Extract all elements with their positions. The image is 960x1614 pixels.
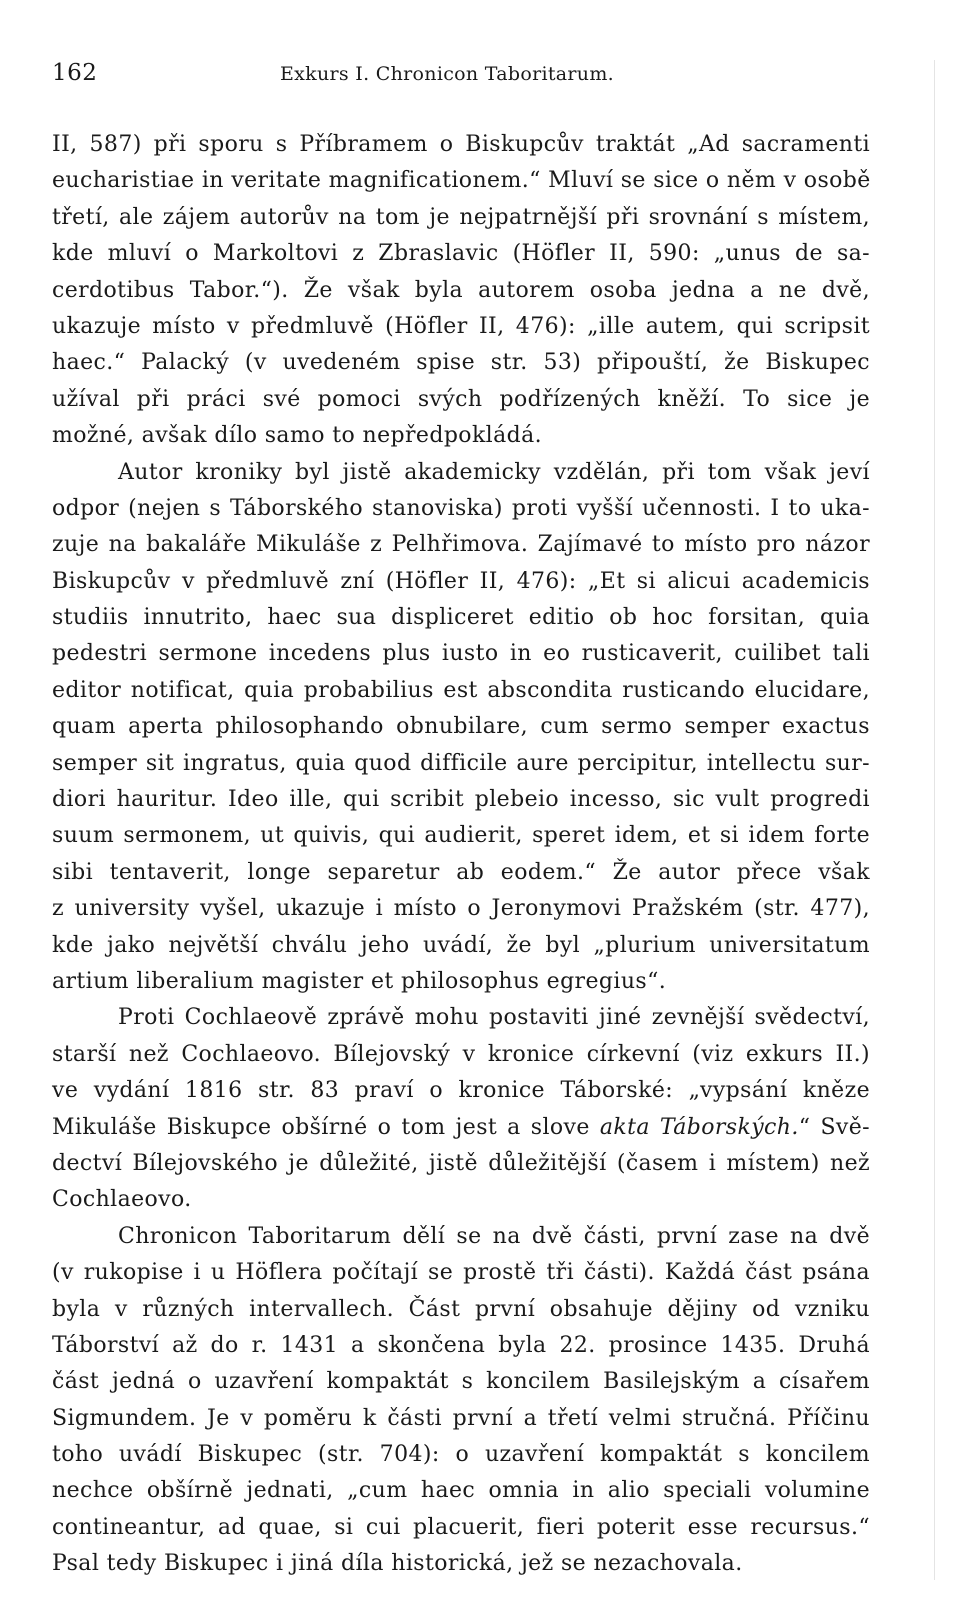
- text-line: pedestri sermone incedens plus iusto in eo rusticaverit, cuilibet tali: [52, 641, 870, 667]
- text-line: zuje na bakaláře Mikuláše z Pelhřimova. Zajímavé to místo pro názor: [52, 532, 870, 558]
- text-line: Psal tedy Biskupec i jiná díla historická, jež se nezachovala.: [52, 1551, 743, 1577]
- text-line: quam aperta philosophando obnubilare, cum sermo semper exactus: [52, 714, 870, 740]
- paragraph-start-line: Chronicon Taboritarum dělí se na dvě části, první zase na dvě: [118, 1223, 870, 1249]
- text-line: studiis innutrito, haec sua displiceret editio ob hoc forsitan, quia: [52, 605, 870, 631]
- text-line: contineantur, ad quae, si cui placuerit, fieri poterit esse recursus.“: [52, 1514, 870, 1540]
- text-line: užíval při práci své pomoci svých podřízených kněží. To sice je: [52, 386, 870, 412]
- text-line: možné, avšak dílo samo to nepředpokládá.: [52, 423, 543, 449]
- text-line: II, 587) při sporu s Příbramem o Biskupcův traktát „Ad sacramenti: [52, 132, 870, 157]
- running-head: Exkurs I. Chronicon Taboritarum.: [280, 63, 614, 85]
- text-line: část jedná o uzavření kompaktát s koncilem Basilejským a císařem: [52, 1369, 870, 1395]
- text-line: haec.“ Palacký (v uvedeném spise str. 53) připouští, že Biskupec: [52, 350, 870, 376]
- italic-phrase: akta Táborských.: [599, 1114, 799, 1140]
- page-edge-divider: [934, 60, 935, 1580]
- text-line: Táborství až do r. 1431 a skončena byla 22. prosince 1435. Druhá: [52, 1332, 870, 1358]
- text-line: starší než Cochlaeovo. Bílejovský v kronice církevní (viz exkurs II.): [52, 1041, 870, 1067]
- text-line: Sigmundem. Je v poměru k části první a třetí velmi stručná. Příčinu: [52, 1405, 870, 1431]
- text-line: eucharistiae in veritate magnificationem.“ Mluví se sice o něm v osobě: [52, 168, 871, 194]
- text-line: z university vyšel, ukazuje i místo o Jeronymovi Pražském (str. 477),: [52, 896, 870, 922]
- text-line: třetí, ale zájem autorův na tom je nejpatrnější při srovnání s místem,: [52, 204, 870, 230]
- text-line: nechce obšírně jednati, „cum haec omnia in alio speciali volumine: [52, 1478, 870, 1504]
- text-line: artium liberalium magister et philosophus egregius“.: [52, 968, 667, 994]
- body-text: [52, 127, 870, 1583]
- page-number: 162: [52, 60, 98, 86]
- text-line: editor notificat, quia probabilius est abscondita rusticando elucidare,: [52, 677, 870, 703]
- paragraph-start-line: Proti Cochlaeově zprávě mohu postaviti jiné zevnější svědectví,: [118, 1005, 870, 1031]
- text-line: suum sermonem, ut quivis, qui audierit, speret idem, et si idem forte: [52, 823, 870, 849]
- text-line: odpor (nejen s Táborského stanoviska) proti vyšší učennosti. I to uka-: [52, 495, 870, 521]
- text-line: kde mluví o Markoltovi z Zbraslavic (Höfler II, 590: „unus de sa-: [52, 241, 870, 267]
- text-line: toho uvádí Biskupec (str. 704): o uzavření kompaktát s koncilem: [52, 1442, 870, 1468]
- text-line: semper sit ingratus, quia quod difficile aure percipitur, intellectu sur-: [52, 750, 870, 776]
- page-header: [52, 60, 872, 90]
- paragraph-start-line: Autor kroniky byl jistě akademicky vzdělán, při tom však jeví: [118, 459, 870, 485]
- text-line: ve vydání 1816 str. 83 praví o kronice Táborské: „vypsání kněze: [52, 1078, 870, 1104]
- text-line: kde jako největší chválu jeho uvádí, že byl „plurium universitatum: [52, 932, 870, 958]
- text-line: cerdotibus Tabor.“). Že však byla autorem osoba jedna a ne dvě,: [52, 277, 870, 303]
- text-line: Cochlaeovo.: [52, 1187, 192, 1213]
- text-line: Biskupcův v předmluvě zní (Höfler II, 476): „Et si alicui academicis: [52, 568, 870, 594]
- text-line: (v rukopise i u Höflera počítají se prostě tři části). Každá část psána: [52, 1260, 870, 1286]
- text-line: diori hauritur. Ideo ille, qui scribit plebeio incesso, sic vult progredi: [52, 787, 870, 813]
- text-line: sibi tentaverit, longe separetur ab eodem.“ Že autor přece však: [52, 859, 870, 885]
- text-line: Mikuláše Biskupce obšírné o tom jest a slove akta Táborských.“ Svě-: [52, 1114, 871, 1140]
- text-line: byla v různých intervallech. Část první obsahuje dějiny od vzniku: [52, 1296, 870, 1322]
- text-line: ukazuje místo v předmluvě (Höfler II, 476): „ille autem, qui scripsit: [52, 313, 870, 339]
- text-line: dectví Bílejovského je důležité, jistě důležitější (časem i místem) než: [52, 1150, 870, 1176]
